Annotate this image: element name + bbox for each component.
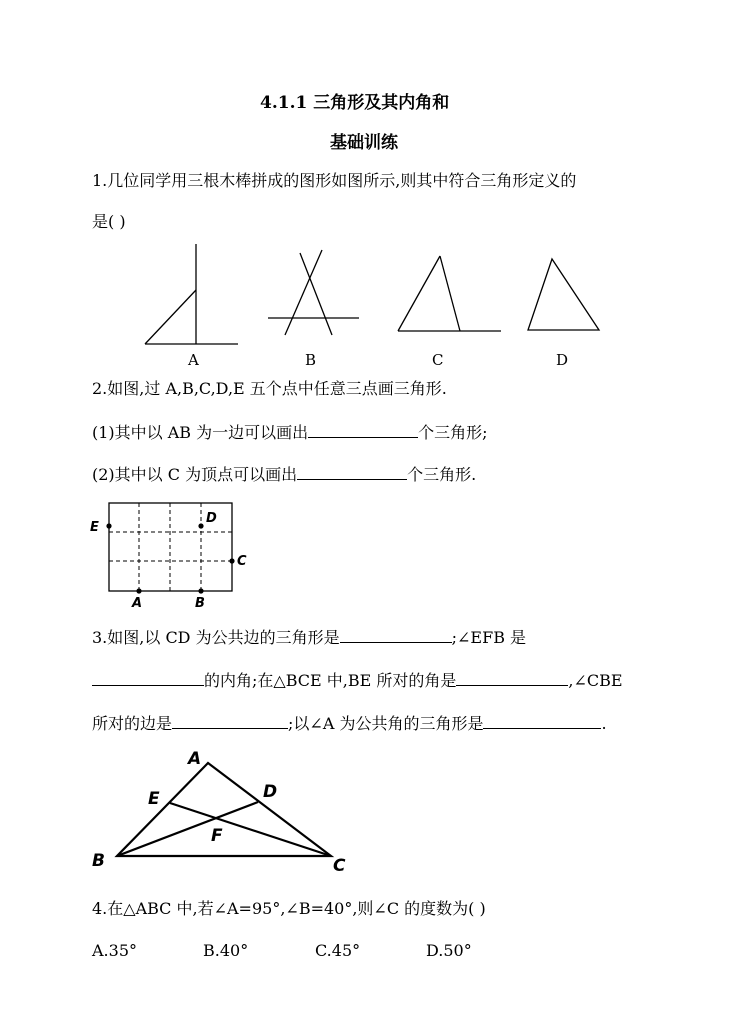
q3-line1-before: 3.如图,以 CD 为公共边的三角形是 (92, 628, 340, 647)
q3-blank-4[interactable] (172, 712, 288, 729)
q2-part2 (92, 463, 476, 486)
point-a (136, 588, 141, 593)
figure-a (145, 244, 238, 344)
q3-line3-after: . (601, 714, 607, 733)
q3-line1-after: ;∠EFB 是 (451, 628, 527, 647)
q3-line2-mid: 的内角;在△BCE 中,BE 所对的角是 (204, 671, 457, 690)
point-c-label: C (237, 554, 247, 569)
q1-text-line2: 是( ) (92, 212, 126, 231)
q3-line3-mid: ;以∠A 为公共角的三角形是 (288, 714, 484, 733)
figure-c-label: C (432, 351, 444, 369)
q1-text-line1: 1.几位同学用三根木棒拼成的图形如图所示,则其中符合三角形定义的 (92, 171, 577, 190)
q3-line3-before: 所对的边是 (92, 714, 173, 733)
point-f-label: F (211, 826, 223, 846)
q1-stick-figures (0, 240, 745, 370)
q3-blank-2[interactable] (92, 669, 204, 686)
q3-line2 (92, 669, 623, 692)
figure-d-label: D (556, 351, 569, 369)
q2-part2-before: (2)其中以 C 为顶点可以画出 (92, 465, 298, 484)
point-d-label: D (206, 511, 217, 526)
figure-b-label: B (305, 351, 317, 369)
figure-b (268, 250, 359, 335)
q3-triangle-figure (0, 740, 745, 880)
q2-grid-figure (0, 495, 745, 615)
point-a-label: A (188, 749, 202, 769)
q4-option-d[interactable]: D.50° (426, 941, 472, 960)
figure-c (398, 256, 501, 331)
section-subtitle: 基础训练 (330, 133, 398, 153)
point-e (106, 523, 111, 528)
point-d-label: D (263, 782, 278, 802)
q3-line2-after: ,∠CBE (568, 671, 623, 690)
point-b-label: B (195, 596, 205, 611)
q4-option-b[interactable]: B.40° (203, 941, 249, 960)
q3-blank-1[interactable] (340, 626, 452, 643)
point-c (229, 558, 234, 563)
point-e-label: E (90, 520, 99, 535)
q2-part1-after: 个三角形; (418, 423, 488, 442)
point-b (198, 588, 203, 593)
q2-intro: 2.如图,过 A,B,C,D,E 五个点中任意三点画三角形. (92, 379, 447, 398)
q4-option-c[interactable]: C.45° (315, 941, 361, 960)
q2-part1-blank[interactable] (308, 421, 418, 438)
point-e-label: E (148, 789, 160, 809)
page-title: 4.1.1 三角形及其内角和 (260, 93, 450, 113)
point-d (198, 523, 203, 528)
point-c-label: C (333, 856, 346, 876)
point-a-label: A (132, 596, 143, 611)
point-b-label: B (92, 851, 105, 871)
q4-question: 4.在△ABC 中,若∠A=95°,∠B=40°,则∠C 的度数为( ) (92, 899, 486, 918)
q3-blank-5[interactable] (483, 712, 601, 729)
figure-d (528, 259, 599, 330)
q3-line1 (92, 626, 526, 649)
q2-part2-blank[interactable] (297, 463, 407, 480)
q3-blank-3[interactable] (456, 669, 568, 686)
figure-a-label: A (188, 351, 199, 369)
q2-part1 (92, 421, 488, 444)
q4-option-a[interactable]: A.35° (92, 941, 137, 960)
q2-part1-before: (1)其中以 AB 为一边可以画出 (92, 423, 309, 442)
q3-line3 (92, 712, 607, 735)
q2-part2-after: 个三角形. (407, 465, 477, 484)
